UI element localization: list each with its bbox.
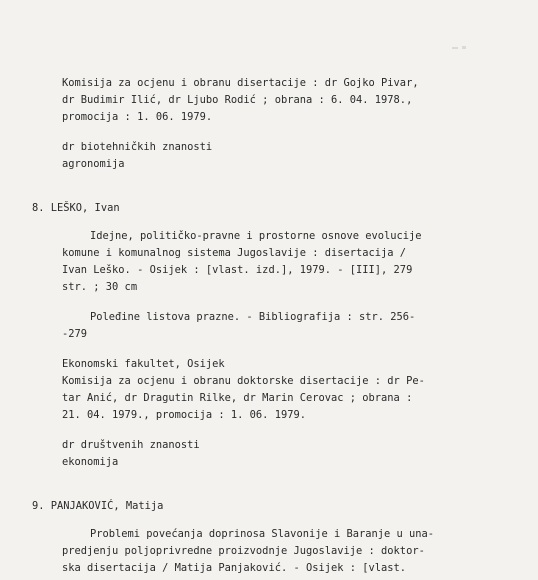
committee-line: promocija : 1. 06. 1979.	[62, 111, 213, 123]
note-line: -279	[62, 328, 88, 340]
title-line: predjenju poljoprivredne proizvodnje Jugoslavije : doktor-	[62, 545, 425, 557]
degree-line: dr društvenih znanosti	[62, 439, 200, 451]
committee-line: 21. 04. 1979., promocija : 1. 06. 1979.	[62, 409, 306, 421]
title-line: str. ; 30 cm	[62, 281, 138, 293]
degree-line: dr biotehničkih znanosti	[62, 141, 213, 153]
title-line: Problemi povećanja doprinosa Slavonije i Baranje u una-	[90, 528, 435, 540]
scan-smudge	[452, 47, 458, 49]
committee-line: Komisija za ocjenu i obranu disertacije : dr Gojko Pivar,	[62, 77, 419, 89]
entry-heading: 9. PANJAKOVIĆ, Matija	[32, 500, 164, 512]
title-line: Idejne, političko-pravne i prostorne osnove evolucije	[90, 230, 422, 242]
note-line: Poleđine listova prazne. - Bibliografija : str. 256-	[90, 311, 416, 323]
institution-line: Ekonomski fakultet, Osijek	[62, 358, 225, 370]
entry-heading: 8. LEŠKO, Ivan	[32, 202, 120, 214]
title-line: Ivan Leško. - Osijek : [vlast. izd.], 1979. - [III], 279	[62, 264, 413, 276]
field-line: agronomija	[62, 158, 125, 170]
committee-line: dr Budimir Ilić, dr Ljubo Rodić ; obrana : 6. 04. 1978.,	[62, 94, 413, 106]
title-line: komune i komunalnog sistema Jugoslavije : disertacija /	[62, 247, 407, 259]
committee-line: Komisija za ocjenu i obranu doktorske disertacije : dr Pe-	[62, 375, 425, 387]
committee-line: tar Anić, dr Dragutin Rilke, dr Marin Cerovac ; obrana :	[62, 392, 413, 404]
title-line: ska disertacija / Matija Panjaković. - Osijek : [vlast.	[62, 562, 407, 574]
field-line: ekonomija	[62, 456, 119, 468]
scan-smudge	[462, 46, 466, 49]
